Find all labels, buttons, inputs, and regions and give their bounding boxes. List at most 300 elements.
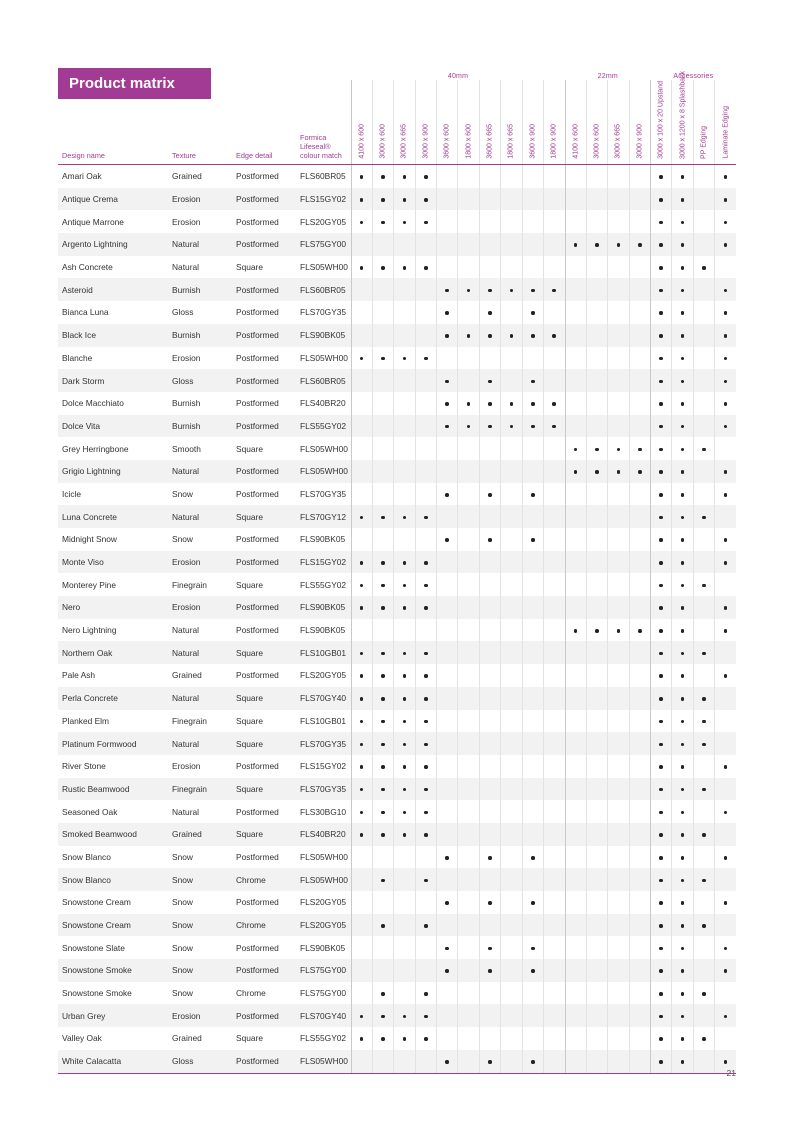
availability-cell — [501, 710, 522, 733]
availability-cell — [415, 1027, 436, 1050]
texture-cell: Grained — [172, 670, 202, 681]
availability-cell — [458, 596, 479, 619]
availability-cell — [629, 664, 650, 687]
colour-match-cell: FLS05WH00 — [297, 460, 351, 483]
availability-cell — [394, 1050, 415, 1073]
edge-detail-cell: Square — [233, 505, 297, 528]
availability-cell — [372, 664, 393, 687]
availability-cell — [672, 1050, 693, 1073]
colour-match-cell: FLS90BK05 — [297, 324, 351, 347]
availability-cell — [715, 687, 736, 710]
availability-cell — [651, 528, 672, 551]
availability-cell — [715, 256, 736, 279]
availability-cell — [565, 1050, 586, 1073]
availability-cell — [522, 914, 543, 937]
availability-dot-icon — [360, 652, 364, 656]
availability-cell — [672, 165, 693, 188]
design-name-cell: Luna Concrete — [58, 505, 169, 528]
availability-dot-icon — [488, 1060, 492, 1064]
availability-cell — [501, 437, 522, 460]
availability-cell — [458, 188, 479, 211]
availability-cell — [458, 1004, 479, 1027]
availability-cell — [372, 868, 393, 891]
availability-cell — [608, 392, 629, 415]
colour-match-cell: FLS20GY05 — [300, 216, 347, 227]
availability-cell — [479, 1004, 500, 1027]
availability-dot-icon — [681, 788, 685, 792]
availability-cell — [544, 619, 565, 642]
size-column-label: 3000 x 1200 x 8 Splashback — [679, 71, 687, 159]
availability-cell — [351, 823, 372, 846]
availability-cell — [693, 687, 714, 710]
availability-cell — [351, 278, 372, 301]
availability-dot-icon — [424, 879, 428, 883]
table-row — [58, 369, 736, 392]
availability-cell — [715, 823, 736, 846]
availability-cell — [479, 846, 500, 869]
availability-cell — [693, 891, 714, 914]
availability-cell — [544, 301, 565, 324]
availability-cell — [715, 914, 736, 937]
texture-cell: Snow — [172, 851, 193, 862]
availability-cell — [693, 528, 714, 551]
availability-cell — [651, 551, 672, 574]
availability-cell — [608, 823, 629, 846]
table-row — [58, 732, 736, 755]
availability-dot-icon — [360, 697, 364, 701]
design-name-cell: Pale Ash — [62, 670, 96, 681]
availability-dot-icon — [424, 765, 428, 769]
availability-cell — [372, 415, 393, 438]
availability-cell — [715, 301, 736, 324]
availability-cell — [693, 1004, 714, 1027]
edge-detail-cell: Square — [233, 823, 297, 846]
availability-dot-icon — [702, 992, 706, 996]
availability-cell — [586, 755, 607, 778]
availability-cell — [479, 596, 500, 619]
availability-cell — [608, 233, 629, 256]
availability-cell — [715, 392, 736, 415]
availability-dot-icon — [424, 561, 428, 565]
availability-cell — [522, 1004, 543, 1027]
availability-cell — [522, 505, 543, 528]
availability-cell — [629, 868, 650, 891]
availability-cell — [693, 800, 714, 823]
texture-cell: Erosion — [169, 188, 233, 211]
availability-cell — [608, 664, 629, 687]
availability-cell — [651, 846, 672, 869]
design-name-cell: Antique Marrone — [62, 216, 124, 227]
availability-cell — [479, 347, 500, 370]
availability-dot-icon — [531, 334, 535, 338]
availability-cell — [437, 210, 458, 233]
edge-detail-cell: Postformed — [236, 625, 279, 636]
availability-cell — [693, 278, 714, 301]
page-number: 21 — [726, 1068, 736, 1078]
availability-cell — [501, 914, 522, 937]
availability-cell — [501, 233, 522, 256]
availability-cell — [372, 460, 393, 483]
availability-cell — [501, 800, 522, 823]
colour-match-cell: FLS70GY40 — [297, 1004, 351, 1027]
availability-cell — [565, 437, 586, 460]
table-row — [58, 596, 736, 619]
availability-cell — [479, 415, 500, 438]
availability-dot-icon — [659, 448, 663, 452]
availability-cell — [629, 710, 650, 733]
availability-cell — [372, 596, 393, 619]
availability-cell — [351, 1027, 372, 1050]
availability-dot-icon — [403, 743, 407, 747]
availability-cell — [522, 369, 543, 392]
availability-dot-icon — [681, 243, 685, 247]
availability-dot-icon — [681, 924, 685, 928]
availability-cell — [693, 233, 714, 256]
availability-cell — [672, 732, 693, 755]
design-name-cell: Nero — [58, 596, 169, 619]
availability-dot-icon — [681, 334, 685, 338]
texture-cell: Natural — [169, 505, 233, 528]
availability-cell — [501, 369, 522, 392]
availability-cell — [672, 369, 693, 392]
size-column-label: 1800 x 900 — [550, 124, 558, 159]
availability-cell — [715, 210, 736, 233]
availability-cell — [651, 619, 672, 642]
availability-cell — [608, 505, 629, 528]
availability-cell — [479, 687, 500, 710]
availability-cell — [415, 210, 436, 233]
edge-detail-cell: Postformed — [233, 324, 297, 347]
availability-dot-icon — [381, 606, 385, 610]
design-name-cell: Dolce Vita — [58, 415, 169, 438]
availability-cell — [394, 505, 415, 528]
size-column-header — [565, 80, 586, 165]
colour-match-cell: FLS40BR20 — [300, 398, 346, 409]
availability-cell — [415, 914, 436, 937]
availability-cell — [415, 347, 436, 370]
availability-dot-icon — [659, 901, 663, 905]
edge-detail-cell: Postformed — [233, 551, 297, 574]
availability-cell — [437, 347, 458, 370]
availability-cell — [394, 664, 415, 687]
availability-dot-icon — [681, 448, 685, 452]
availability-dot-icon — [360, 357, 364, 361]
availability-cell — [522, 823, 543, 846]
availability-dot-icon — [488, 538, 492, 542]
availability-dot-icon — [360, 516, 364, 520]
edge-detail-cell: Postformed — [236, 398, 279, 409]
availability-cell — [629, 891, 650, 914]
availability-cell — [437, 415, 458, 438]
availability-cell — [586, 800, 607, 823]
availability-cell — [351, 324, 372, 347]
edge-detail-cell: Postformed — [233, 188, 297, 211]
availability-dot-icon — [681, 697, 685, 701]
availability-cell — [608, 596, 629, 619]
availability-dot-icon — [681, 765, 685, 769]
availability-cell — [394, 868, 415, 891]
availability-dot-icon — [552, 425, 556, 429]
availability-cell — [437, 528, 458, 551]
availability-cell — [479, 778, 500, 801]
availability-cell — [458, 233, 479, 256]
colour-match-cell: FLS75GY00 — [300, 988, 347, 999]
edge-detail-cell: Square — [233, 641, 297, 664]
availability-dot-icon — [552, 289, 556, 293]
availability-cell — [672, 437, 693, 460]
availability-cell — [458, 641, 479, 664]
table-row — [58, 437, 736, 460]
availability-cell — [351, 437, 372, 460]
availability-dot-icon — [381, 1037, 385, 1041]
texture-cell: Natural — [169, 460, 233, 483]
availability-cell — [586, 392, 607, 415]
texture-cell: Erosion — [169, 596, 233, 619]
availability-cell — [586, 823, 607, 846]
availability-dot-icon — [681, 516, 685, 520]
availability-cell — [651, 710, 672, 733]
availability-cell — [522, 528, 543, 551]
availability-cell — [394, 846, 415, 869]
availability-dot-icon — [510, 425, 514, 429]
availability-dot-icon — [659, 788, 663, 792]
availability-dot-icon — [724, 629, 728, 633]
availability-cell — [458, 165, 479, 188]
availability-cell — [372, 846, 393, 869]
availability-cell — [565, 755, 586, 778]
availability-cell — [565, 551, 586, 574]
table-row — [58, 619, 736, 642]
availability-cell — [629, 596, 650, 619]
availability-cell — [479, 551, 500, 574]
availability-dot-icon — [381, 516, 385, 520]
availability-cell — [479, 278, 500, 301]
availability-cell — [372, 369, 393, 392]
availability-cell — [629, 256, 650, 279]
availability-dot-icon — [724, 380, 728, 384]
availability-cell — [544, 1027, 565, 1050]
size-column-header — [458, 80, 479, 165]
availability-cell — [415, 868, 436, 891]
availability-cell — [522, 551, 543, 574]
availability-cell — [437, 392, 458, 415]
availability-cell — [372, 573, 393, 596]
availability-cell — [479, 324, 500, 347]
availability-cell — [437, 324, 458, 347]
availability-cell — [437, 755, 458, 778]
availability-cell — [544, 460, 565, 483]
availability-dot-icon — [360, 1015, 364, 1019]
design-name-cell: Snowstone Cream — [62, 897, 131, 908]
availability-cell — [672, 596, 693, 619]
availability-dot-icon — [360, 584, 364, 588]
availability-dot-icon — [360, 221, 364, 225]
availability-cell — [608, 687, 629, 710]
availability-dot-icon — [424, 1015, 428, 1019]
availability-cell — [565, 868, 586, 891]
availability-dot-icon — [681, 811, 685, 815]
availability-cell — [565, 982, 586, 1005]
availability-cell — [522, 188, 543, 211]
size-column-label: 3000 x 665 — [400, 124, 408, 159]
availability-dot-icon — [681, 175, 685, 179]
size-column-label: 3000 x 600 — [593, 124, 601, 159]
availability-cell — [351, 528, 372, 551]
availability-dot-icon — [724, 606, 728, 610]
availability-cell — [651, 596, 672, 619]
availability-dot-icon — [681, 833, 685, 837]
availability-cell — [715, 528, 736, 551]
availability-cell — [415, 800, 436, 823]
availability-cell — [479, 233, 500, 256]
availability-dot-icon — [381, 879, 385, 883]
availability-cell — [415, 165, 436, 188]
availability-cell — [351, 936, 372, 959]
availability-cell — [394, 437, 415, 460]
availability-cell — [608, 982, 629, 1005]
availability-cell — [437, 982, 458, 1005]
availability-cell — [415, 596, 436, 619]
availability-cell — [394, 551, 415, 574]
availability-cell — [351, 460, 372, 483]
table-row — [58, 868, 736, 891]
availability-cell — [672, 528, 693, 551]
availability-cell — [479, 914, 500, 937]
availability-cell — [372, 347, 393, 370]
availability-dot-icon — [659, 402, 663, 406]
availability-cell — [586, 278, 607, 301]
availability-dot-icon — [445, 402, 449, 406]
size-column-header — [608, 80, 629, 165]
availability-cell — [522, 347, 543, 370]
availability-cell — [415, 324, 436, 347]
availability-dot-icon — [659, 357, 663, 361]
availability-dot-icon — [445, 493, 449, 497]
availability-dot-icon — [681, 1037, 685, 1041]
availability-cell — [544, 551, 565, 574]
availability-dot-icon — [681, 289, 685, 293]
availability-cell — [586, 347, 607, 370]
availability-cell — [651, 369, 672, 392]
availability-dot-icon — [403, 811, 407, 815]
availability-dot-icon — [724, 221, 728, 225]
availability-dot-icon — [595, 629, 599, 633]
table-row — [58, 415, 736, 438]
availability-cell — [586, 596, 607, 619]
availability-cell — [479, 891, 500, 914]
availability-dot-icon — [681, 380, 685, 384]
availability-cell — [394, 710, 415, 733]
availability-cell — [522, 573, 543, 596]
texture-cell: Natural — [169, 732, 233, 755]
availability-cell — [693, 324, 714, 347]
availability-dot-icon — [702, 448, 706, 452]
availability-dot-icon — [510, 289, 514, 293]
availability-cell — [715, 415, 736, 438]
availability-cell — [651, 347, 672, 370]
availability-cell — [458, 823, 479, 846]
availability-dot-icon — [424, 584, 428, 588]
availability-cell — [586, 437, 607, 460]
availability-cell — [565, 483, 586, 506]
availability-cell — [501, 732, 522, 755]
availability-dot-icon — [681, 493, 685, 497]
availability-cell — [672, 959, 693, 982]
edge-detail-cell: Postformed — [233, 233, 297, 256]
availability-cell — [544, 596, 565, 619]
availability-cell — [458, 936, 479, 959]
availability-cell — [608, 347, 629, 370]
edge-detail-cell: Postformed — [236, 216, 279, 227]
availability-cell — [501, 641, 522, 664]
availability-dot-icon — [595, 243, 599, 247]
availability-cell — [351, 210, 372, 233]
edge-detail-cell: Postformed — [236, 897, 279, 908]
availability-cell — [501, 982, 522, 1005]
availability-cell — [715, 369, 736, 392]
table-row — [58, 188, 736, 211]
availability-cell — [693, 823, 714, 846]
availability-dot-icon — [659, 992, 663, 996]
availability-cell — [586, 505, 607, 528]
availability-cell — [565, 619, 586, 642]
availability-cell — [651, 233, 672, 256]
availability-cell — [672, 1027, 693, 1050]
texture-cell: Erosion — [172, 216, 201, 227]
availability-dot-icon — [381, 1015, 385, 1019]
availability-dot-icon — [659, 833, 663, 837]
availability-cell — [651, 664, 672, 687]
availability-cell — [501, 823, 522, 846]
texture-cell: Burnish — [169, 415, 233, 438]
availability-dot-icon — [574, 629, 578, 633]
availability-cell — [501, 619, 522, 642]
texture-cell: Grained — [172, 1033, 202, 1044]
group-header: Accessories — [673, 73, 714, 80]
colour-match-cell: FLS10GB01 — [300, 715, 347, 726]
availability-cell — [693, 165, 714, 188]
availability-cell — [608, 165, 629, 188]
availability-cell — [586, 732, 607, 755]
availability-cell — [565, 188, 586, 211]
availability-cell — [565, 233, 586, 256]
availability-dot-icon — [424, 811, 428, 815]
availability-cell — [715, 596, 736, 619]
availability-dot-icon — [488, 311, 492, 315]
availability-dot-icon — [659, 334, 663, 338]
availability-dot-icon — [531, 311, 535, 315]
availability-cell — [415, 415, 436, 438]
availability-dot-icon — [681, 652, 685, 656]
availability-cell — [544, 664, 565, 687]
colour-match-cell: FLS90BK05 — [300, 534, 346, 545]
availability-dot-icon — [681, 901, 685, 905]
availability-cell — [672, 415, 693, 438]
availability-cell — [437, 959, 458, 982]
availability-dot-icon — [681, 584, 685, 588]
design-name-cell: Planked Elm — [62, 715, 110, 726]
colour-match-cell: FLS90BK05 — [297, 596, 351, 619]
availability-dot-icon — [659, 947, 663, 951]
size-column-label: 3000 x 100 x 20 Upstand — [657, 81, 665, 159]
edge-detail-cell: Postformed — [236, 670, 279, 681]
availability-dot-icon — [702, 266, 706, 270]
availability-cell — [629, 188, 650, 211]
availability-cell — [608, 573, 629, 596]
table-row — [58, 959, 736, 982]
availability-dot-icon — [659, 311, 663, 315]
availability-cell — [501, 846, 522, 869]
